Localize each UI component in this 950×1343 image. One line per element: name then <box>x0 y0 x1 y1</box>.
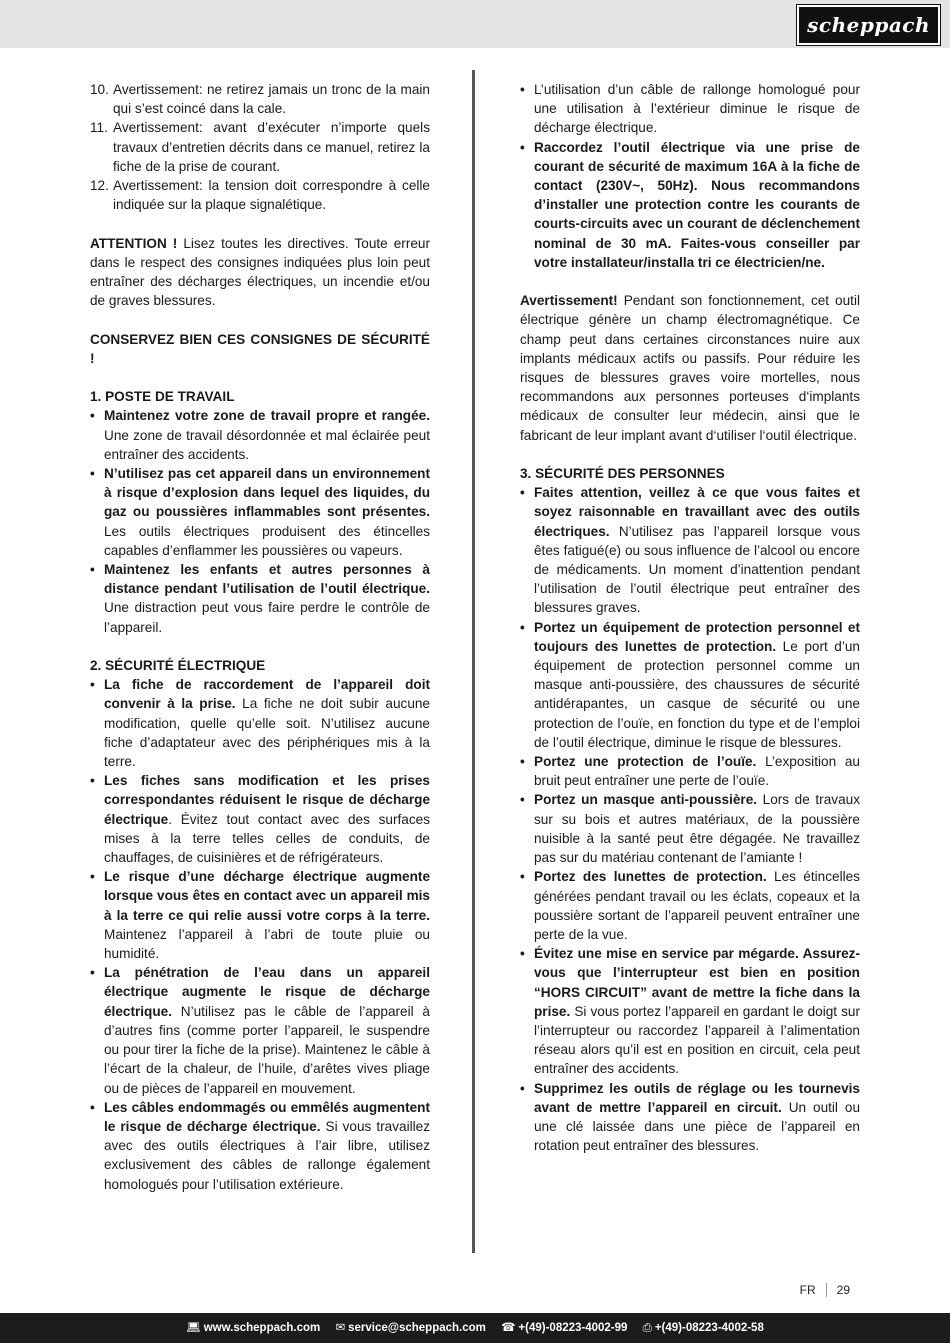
left-column <box>90 80 430 1194</box>
bullet-item: • Maintenez les enfants et autres personnes à distance pendant l’utilisation de l’outil électrique. Une distraction peut vous faire perdre le contrôle de l’appareil. <box>90 560 430 637</box>
page-number: 29 <box>836 1283 850 1297</box>
right-column <box>520 80 860 1155</box>
bullet-item: • Les fiches sans modification et les prises correspondantes réduisent le risque de décharge électrique. Évitez tout contact avec des surfaces mises à la terre telles celles de conduits, de chauffages, de cuisinières et de réfrigérateurs. <box>90 771 430 867</box>
bullet-item: • La pénétration de l’eau dans un appareil électrique augmente le risque de décharge électrique. N’utilisez pas le câble de l’appareil à d’autres fins (comme porter l’appareil, le suspendre ou pour tirer la fiche de la prise). Maintenez le câble à l’écart de la chaleur, de l’huile, d’arêtes vives pliage ou de pièces de l’appareil en mouvement. <box>90 963 430 1097</box>
bullet-item: • Faites attention, veillez à ce que vous faites et soyez raisonnable en travaillant avec des outils électriques. N’utilisez pas l’appareil lorsque vous êtes fatigué(e) ou sous influence de l’alcool ou encore de médicaments. Un moment d’inattention pendant l’utilisation de l’outil électrique peut entraîner des blessures graves. <box>520 483 860 617</box>
phone-item: ☎ +(49)-08223-4002-99 <box>501 1322 628 1334</box>
personal-safety-list <box>520 483 860 1155</box>
phone-icon: ☎ <box>501 1322 516 1334</box>
electrical-list-continued <box>520 80 860 272</box>
bullet-item: • N’utilisez pas cet appareil dans un environnement à risque d’explosion dans lequel des liquides, du gaz ou poussières inflammables sont présentes. Les outils électriques produisent des étincelles capables d’enflammer les poussières ou vapeurs. <box>90 464 430 560</box>
warning-paragraph: Avertissement! Pendant son fonctionnement, cet outil électrique génère un champ électromagnétique. Ce champ peut dans certaines circonstances nuire aux implants médicaux actifs ou passifs. Pour réduire les risques de blessures graves voire mortelles, nous recommandons aux personnes porteuses d‘implants médicaux de consulter leur médecin, ainsi que le fabricant de leur implant avant d‘utiliser l‘outil électrique. <box>520 293 860 443</box>
bullet-item: • Les câbles endommagés ou emmêlés augmentent le risque de décharge électrique. Si vous travaillez avec des outils électriques à l’air libre, utilisez exclusivement des câbles de rallonge également homologués pour l’utilisation extérieure. <box>90 1098 430 1194</box>
bullet-item: • Portez des lunettes de protection. Les étincelles générées pendant travail ou les éclats, copeaux et la poussière sortant de l’appareil peuvent entraîner une perte de la vue. <box>520 867 860 944</box>
bullet-item: • Portez un masque anti-poussière. Lors de travaux sur su bois et autres matériaux, de la poussière nuisible à la santé peut être dégagée. Ne travaillez pas sur du matériau contenant de l’amiante ! <box>520 790 860 867</box>
website-item[interactable]: 💻︎ www.scheppach.com <box>186 1322 321 1334</box>
warning-list <box>90 80 430 214</box>
electrical-list <box>90 675 430 1193</box>
bullet-item: • Supprimez les outils de réglage ou les tournevis avant de mettre l’appareil en circuit. Un outil ou une clé laissée dans une pièce de l’appareil en rotation peut entraîner des blessures. <box>520 1079 860 1156</box>
bullet-item: • Maintenez votre zone de travail propre et rangée. Une zone de travail désordonnée et mal éclairée peut entraîner des accidents. <box>90 406 430 464</box>
numbered-warning: 10. Avertissement: ne retirez jamais un tronc de la main qui s’est coincé dans la cale. <box>90 82 430 117</box>
bullet-item: • Portez une protection de l’ouïe. L’exposition au bruit peut entraîner une perte de l’ouïe. <box>520 752 860 790</box>
attention-paragraph: ATTENTION ! Lisez toutes les directives. Toute erreur dans le respect des consignes indiquées plus loin peut entraîner des décharges électriques, un incendie et/ou de graves blessures. <box>90 235 430 309</box>
email-icon: ✉︎ <box>335 1322 346 1334</box>
bullet-item: • Portez un équipement de protection personnel et toujours des lunettes de protection. Le port d’un équipement de protection personnel comme un masque anti-poussière, des chaussures de sécurité antidérapantes, un casque de sécurité ou une protection de l’ouïe, en fonction du type et de l’emploi de l’outil électrique, diminue le risque de blessures. <box>520 618 860 752</box>
conserve-heading: CONSERVEZ BIEN CES CONSIGNES DE SÉCURITÉ ! <box>90 331 430 366</box>
brand-logo: scheppach <box>797 5 940 45</box>
section-heading-electrical: 2. SÉCURITÉ ÉLECTRIQUE <box>90 658 266 674</box>
page-footer <box>800 1283 850 1297</box>
numbered-warning: 11. Avertissement: avant d’exécuter n’importe quels travaux d’entretien décrits dans ce manuel, retirez la fiche de la prise de courant. <box>90 120 430 174</box>
section-heading-workplace: 1. POSTE DE TRAVAIL <box>90 389 235 405</box>
fax-icon: ⎙ <box>642 1322 652 1334</box>
bullet-item: • Le risque d’une décharge électrique augmente lorsque vous êtes en contact avec un appareil mis à la terre ce qui relie aussi votre corps à la terre. Maintenez l’appareil à l’abri de toute pluie ou humidité. <box>90 867 430 963</box>
contact-bar <box>0 1313 950 1343</box>
computer-icon: 💻︎ <box>186 1322 201 1334</box>
language-code: FR <box>800 1283 827 1297</box>
column-divider <box>472 70 475 1253</box>
bullet-item: • Raccordez l’outil électrique via une prise de courant de sécurité de maximum 16A à la fiche de contact (230V~, 50Hz). Nous recommandons d’installer une protection contre les courants de courts-circuits avec un courant de déclenchement nominal de 30 mA. Faites-vous conseiller par votre installateur/installa tri ce électricien/ne. <box>520 138 860 272</box>
email-item[interactable]: ✉︎ service@scheppach.com <box>335 1322 486 1334</box>
workplace-list <box>90 406 430 636</box>
bullet-item: • L’utilisation d’un câble de rallonge homologué pour une utilisation à l’extérieur diminue le risque de décharge électrique. <box>520 80 860 138</box>
fax-item: ⎙ +(49)-08223-4002-58 <box>642 1322 764 1334</box>
header-bar <box>0 0 950 48</box>
bullet-item: • Évitez une mise en service par mégarde. Assurez-vous que l’interrupteur est bien en position “HORS CIRCUIT” avant de mettre la fiche dans la prise. Si vous portez l’appareil en gardant le doigt sur l’interrupteur ou raccordez l’appareil à l’alimentation réseau alors qu’il est en position en circuit, cela peut entraîner des accidents. <box>520 944 860 1078</box>
section-heading-personal: 3. SÉCURITÉ DES PERSONNES <box>520 466 725 482</box>
bullet-item: • La fiche de raccordement de l’appareil doit convenir à la prise. La fiche ne doit subir aucune modification, quelle qu’elle soit. N’utilisez aucune fiche d’adaptateur avec des périphériques mis à la terre. <box>90 675 430 771</box>
numbered-warning: 12. Avertissement: la tension doit correspondre à celle indiquée sur la plaque signalétique. <box>90 178 430 213</box>
